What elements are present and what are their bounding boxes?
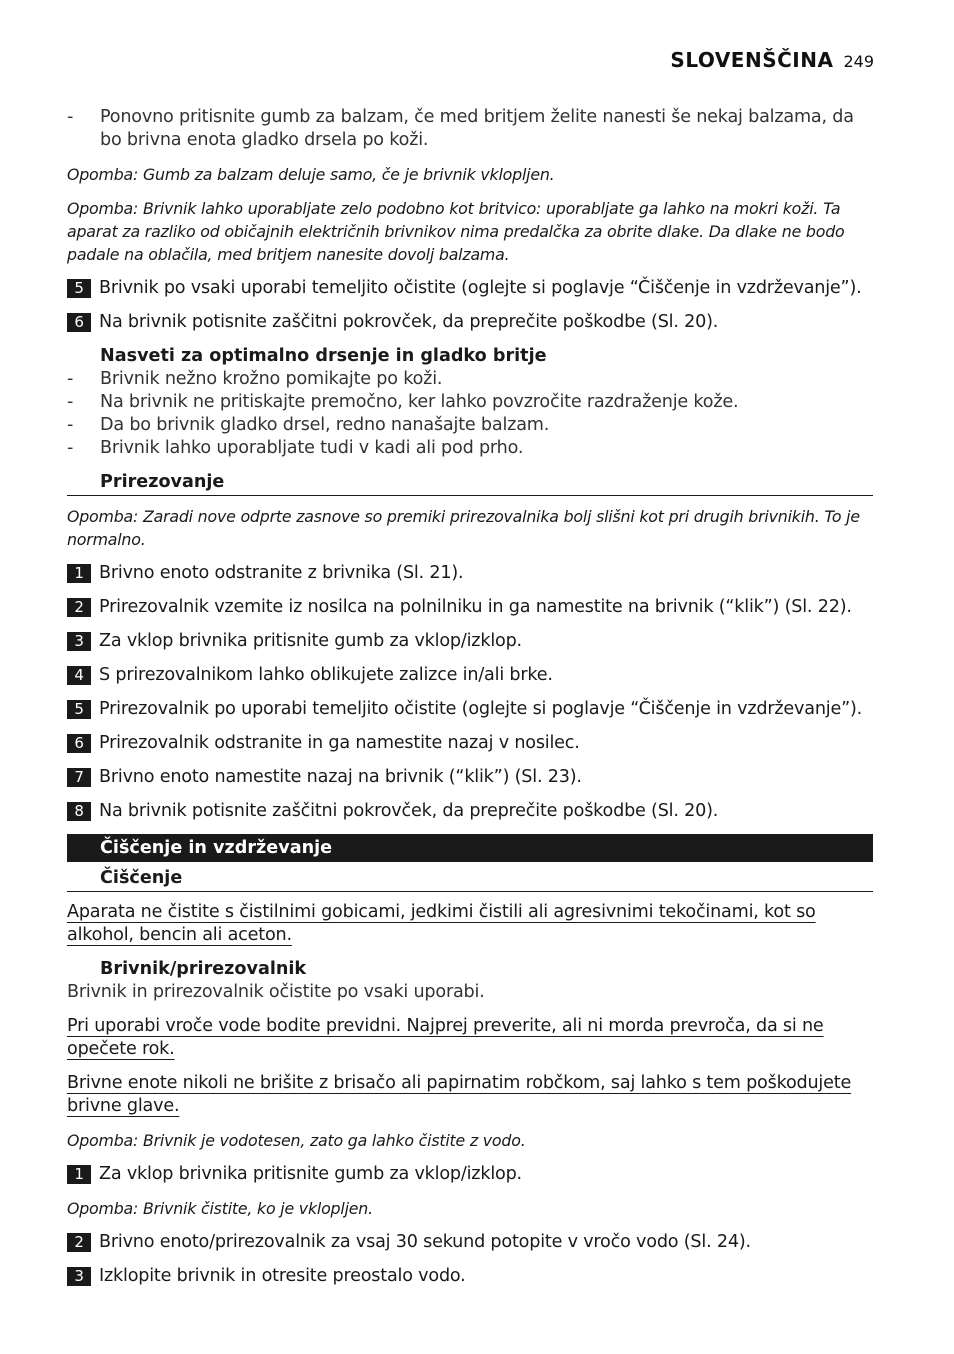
- step-text: Izklopite brivnik in otresite preostalo vodo.: [99, 1266, 466, 1286]
- step-number-badge: 5: [67, 700, 91, 719]
- step-text: Prirezovalnik odstranite in ga namestite nazaj v nosilec.: [99, 733, 580, 753]
- step-number-badge: 2: [67, 1233, 91, 1252]
- step-text: Prirezovalnik vzemite iz nosilca na polnilniku in ga namestite na brivnik (“klik”) (Sl. 22).: [99, 597, 852, 617]
- step-4: [67, 664, 873, 687]
- warning-text: [67, 1072, 873, 1118]
- page-header: [670, 48, 874, 72]
- list-item: [67, 106, 873, 152]
- warning-text: [67, 1015, 873, 1061]
- step-text: Na brivnik potisnite zaščitni pokrovček, da preprečite poškodbe (Sl. 20).: [99, 312, 719, 332]
- list-item-text: Ponovno pritisnite gumb za balzam, če med britjem želite nanesti še nekaj balzama, da bo brivna enota gladko drsela po koži.: [100, 107, 854, 150]
- step-8: [67, 800, 873, 823]
- step-text: Za vklop brivnika pritisnite gumb za vklop/izklop.: [99, 631, 522, 651]
- trimming-heading: Prirezovanje: [67, 471, 873, 496]
- note: Opomba: Brivnik je vodotesen, zato ga lahko čistite z vodo.: [67, 1131, 526, 1150]
- warning-text-content: Aparata ne čistite s čistilnimi gobicami, jedkimi čistili ali agresivnimi tekočinami, kot so alkohol, bencin ali aceton.: [67, 902, 816, 945]
- step-text: Na brivnik potisnite zaščitni pokrovček, da preprečite poškodbe (Sl. 20).: [99, 801, 719, 821]
- dash-marker: -: [67, 392, 74, 412]
- step-number-badge: 4: [67, 666, 91, 685]
- step-5: [67, 277, 873, 300]
- step-number-badge: 8: [67, 802, 91, 821]
- page-content: [67, 106, 873, 1299]
- section-title-bar: Čiščenje in vzdrževanje: [67, 834, 873, 862]
- tips-list: [67, 368, 873, 460]
- list-item-text: Brivnik lahko uporabljate tudi v kadi ali pod prho.: [100, 438, 524, 458]
- dash-marker: -: [67, 415, 74, 435]
- step-1: [67, 1163, 873, 1186]
- step-2: [67, 1231, 873, 1254]
- note: Opomba: Brivnik čistite, ko je vklopljen.: [67, 1199, 373, 1218]
- warning-text: [67, 901, 873, 947]
- tips-heading: Nasveti za optimalno drsenje in gladko britje: [100, 346, 547, 366]
- page-number: 249: [843, 52, 874, 71]
- step-number-badge: 6: [67, 734, 91, 753]
- step-text: S prirezovalnikom lahko oblikujete zalizce in/ali brke.: [99, 665, 553, 685]
- step-text: Brivno enoto/prirezovalnik za vsaj 30 sekund potopite v vročo vodo (Sl. 24).: [99, 1232, 751, 1252]
- step-number-badge: 1: [67, 564, 91, 583]
- list-item: [67, 414, 873, 437]
- dash-marker: -: [67, 107, 74, 127]
- step-3: [67, 1265, 873, 1288]
- dash-marker: -: [67, 369, 74, 389]
- cleaning-heading: Čiščenje: [67, 867, 873, 892]
- step-text: Prirezovalnik po uporabi temeljito očistite (oglejte si poglavje “Čiščenje in vzdrževanje”).: [99, 699, 863, 719]
- body-text: [67, 981, 873, 1004]
- step-number-badge: 1: [67, 1165, 91, 1184]
- list-item: [67, 437, 873, 460]
- list-item-text: Na brivnik ne pritiskajte premočno, ker lahko povzročite razdraženje kože.: [100, 392, 739, 412]
- step-number-badge: 5: [67, 279, 91, 298]
- note: Opomba: Zaradi nove odprte zasnove so premiki prirezovalnika bolj slišni kot pri drugih brivnikih. To je normalno.: [67, 507, 860, 549]
- list-item-text: Brivnik nežno krožno pomikajte po koži.: [100, 369, 443, 389]
- step-2: [67, 596, 873, 619]
- list-item-text: Da bo brivnik gladko drsel, redno nanašajte balzam.: [100, 415, 550, 435]
- step-3: [67, 630, 873, 653]
- warning-text-content: Pri uporabi vroče vode bodite previdni. Najprej preverite, ali ni morda prevroča, da si ne opečete rok.: [67, 1016, 824, 1059]
- body-text-content: Brivnik in prirezovalnik očistite po vsaki uporabi.: [67, 982, 485, 1002]
- step-5: [67, 698, 873, 721]
- language-title: SLOVENŠČINA: [670, 48, 834, 72]
- warning-text-content: Brivne enote nikoli ne brišite z brisačo ali papirnatim robčkom, saj lahko s tem poškodujete brivne glave.: [67, 1073, 852, 1116]
- step-number-badge: 6: [67, 313, 91, 332]
- dash-marker: -: [67, 438, 74, 458]
- step-text: Brivno enoto odstranite z brivnika (Sl. 21).: [99, 563, 464, 583]
- step-number-badge: 2: [67, 598, 91, 617]
- step-number-badge: 3: [67, 1267, 91, 1286]
- list-item: [67, 391, 873, 414]
- note: Opomba: Brivnik lahko uporabljate zelo podobno kot britvico: uporabljate ga lahko na mokri koži. Ta aparat za razliko od običajnih električnih brivnikov nima predalčka za obrite dlake. Da dlake ne bodo padale na oblačila, med britjem nanesite dovolj balzama.: [67, 199, 845, 264]
- step-text: Za vklop brivnika pritisnite gumb za vklop/izklop.: [99, 1164, 522, 1184]
- step-text: Brivnik po vsaki uporabi temeljito očistite (oglejte si poglavje “Čiščenje in vzdrževanje”).: [99, 278, 862, 298]
- step-number-badge: 3: [67, 632, 91, 651]
- step-1: [67, 562, 873, 585]
- step-7: [67, 766, 873, 789]
- step-6: [67, 311, 873, 334]
- step-text: Brivno enoto namestite nazaj na brivnik (“klik”) (Sl. 23).: [99, 767, 582, 787]
- note: Opomba: Gumb za balzam deluje samo, če je brivnik vklopljen.: [67, 165, 555, 184]
- step-6: [67, 732, 873, 755]
- step-number-badge: 7: [67, 768, 91, 787]
- list-item: [67, 368, 873, 391]
- shaver-trimmer-heading: Brivnik/prirezovalnik: [100, 959, 307, 979]
